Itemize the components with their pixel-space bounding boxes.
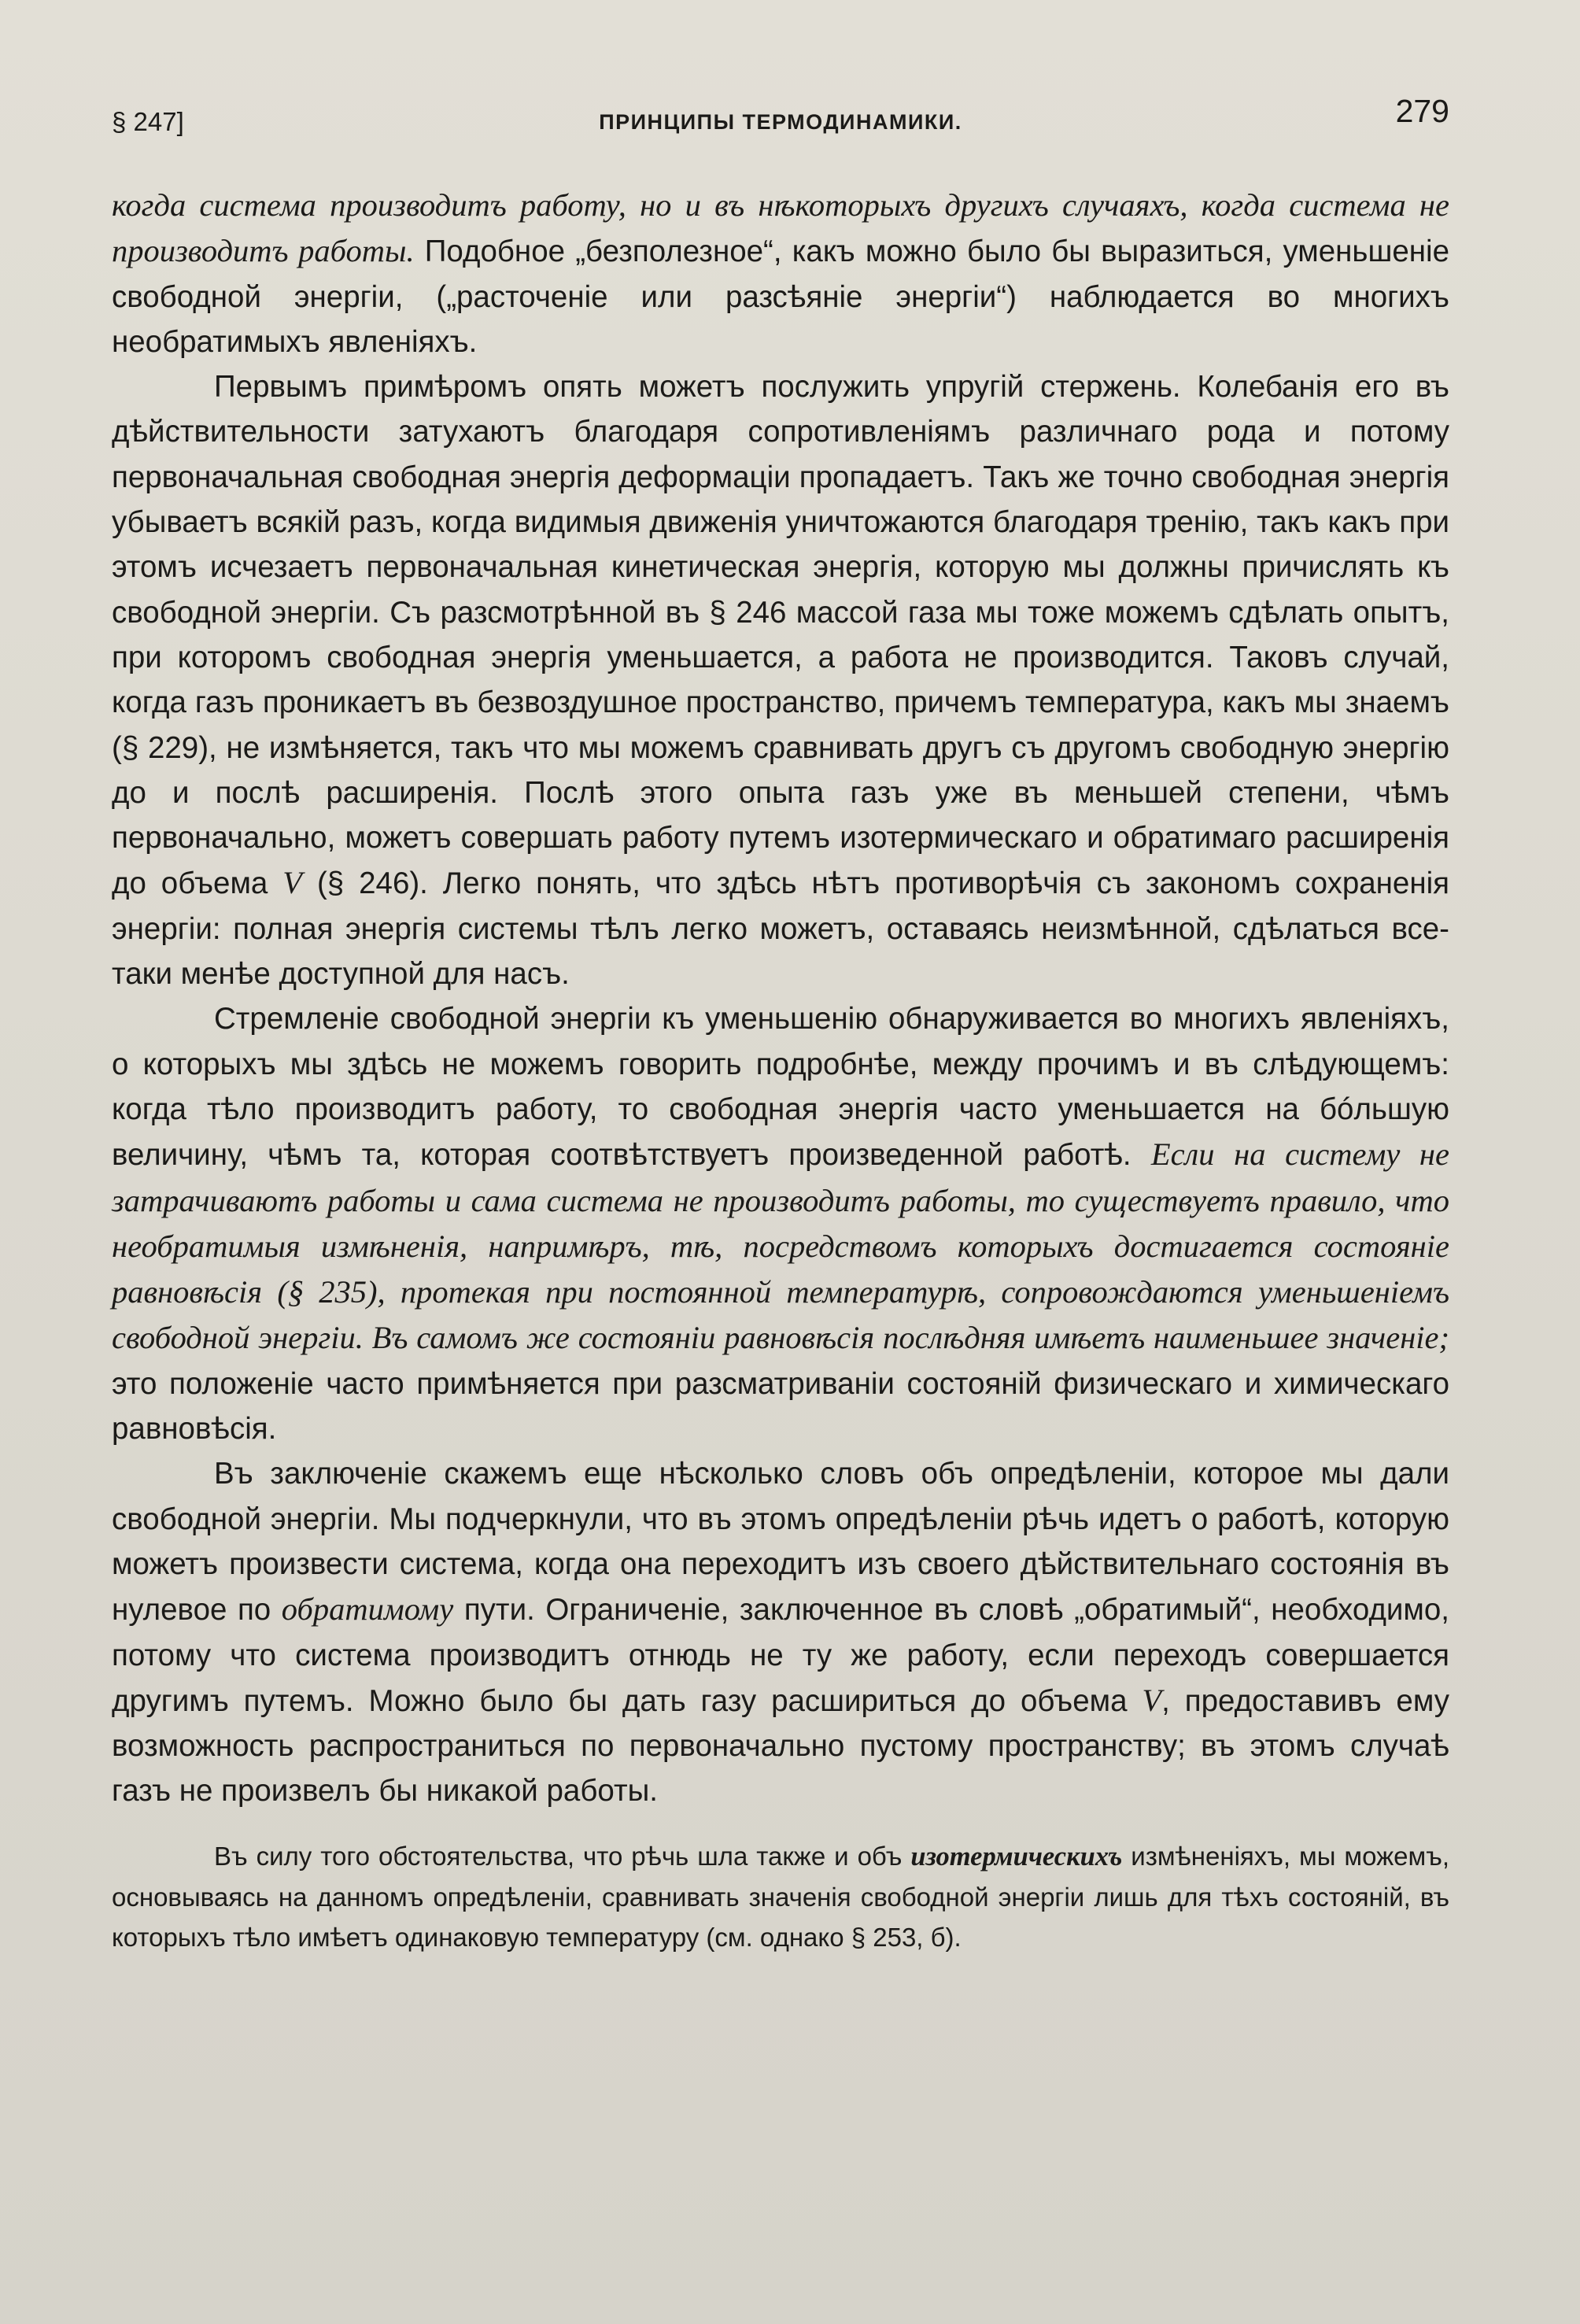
text-run: пути. Ограниченіе, заключенное въ словѣ „обратимый“, необходимо, потому что система производитъ отнюдь не ту же работу, если переходъ совершается другимъ путемъ. Можно было бы дать газу расшириться до объема — [112, 1593, 1449, 1718]
text-run: измѣненіяхъ, мы можемъ, основываясь на данномъ опредѣленіи, сравнивать значенія свободной энергіи лишь для тѣхъ состояній, въ которыхъ тѣло имѣетъ одинаковую температуру (см. однако § 253, б). — [112, 1841, 1449, 1952]
page-number: 279 — [1395, 93, 1449, 129]
paragraph-free-energy-decrease — [112, 996, 1449, 1451]
text-run: Подобное „безполезное“, какъ можно было бы выразиться, уменьшеніе свободной энергіи, („расточеніе или разсѣяніе энергіи“) наблюдается во многихъ необратимыхъ явленіяхъ. — [112, 235, 1449, 359]
emphasized-text: изотермическихъ — [910, 1841, 1123, 1871]
paragraph-conclusion — [112, 1451, 1449, 1813]
text-run: это положеніе часто примѣняется при разсматриваніи состояній физическаго и химическаго равновѣсія. — [112, 1366, 1449, 1446]
text-run: Стремленіе свободной энергіи къ уменьшенію обнаруживается во многихъ явленіяхъ, о которыхъ мы здѣсь не можемъ говорить подробнѣе, между прочимъ и въ слѣдующемъ: когда тѣло производитъ работу, то свободная энергія часто уменьшается на бóльшую величину, чѣмъ та, которая соотвѣтствуетъ произведенной работѣ. — [112, 1002, 1449, 1173]
text-run: Въ силу того обстоятельства, что рѣчь шла также и объ — [214, 1841, 911, 1871]
paragraph-continuation — [112, 183, 1449, 364]
text-run: Первымъ примѣромъ опять можетъ послужить упругій стержень. Колебанія его въ дѣйствительности затухаютъ благодаря сопротивленіямъ различнаго рода и потому первоначальная свободная энергія деформаціи пропадаетъ. Такъ же точно свободная энергія убываетъ всякій разъ, когда видимыя движенія уничтожаются благодаря тренію, такъ какъ при этомъ исчезаетъ первоначальная кинетическая энергія, которую мы должны причислять къ свободной энергіи. Съ разсмотрѣнной въ § 246 массой газа мы тоже можемъ сдѣлать опытъ, при которомъ свободная энергія уменьшается, а работа не производится. Таковъ случай, когда газъ проникаетъ въ безвоздушное пространство, причемъ температура, какъ мы знаемъ (§ 229), не измѣняется, такъ что мы можемъ сравнивать другъ съ другомъ свободную энергію до и послѣ расширенія. Послѣ этого опыта газъ уже въ меньшей степени, чѣмъ первоначально, можетъ совершать работу путемъ изотермическаго и обратимаго расширенія до объема — [112, 370, 1449, 901]
body-text — [112, 183, 1449, 1957]
section-reference: § 247] — [112, 107, 184, 136]
paragraph-elastic-rod-example — [112, 364, 1449, 996]
footnote — [112, 1836, 1449, 1957]
running-head — [112, 93, 1449, 140]
text-run: Въ заключеніе скажемъ еще нѣсколько словъ объ опредѣленіи, которое мы дали свободной энергіи. Мы подчеркнули, что въ этомъ опредѣленіи рѣчь идетъ о работѣ, которую можетъ произвести система, когда она переходитъ изъ своего дѣйствительнаго состоянія въ нулевое по — [112, 1457, 1449, 1628]
emphasized-text: Если на систему не затрачиваютъ работы и сама система не производитъ работы, то существуетъ правило, что необратимыя измѣненія, напримѣръ, тѣ, посредствомъ которыхъ достигается состояніе равновѣсія (§ 235), протекая при постоянной температурѣ, сопровождаются уменьшеніемъ свободной энергіи. Въ самомъ же состояніи равновѣсія послѣдняя имѣетъ наименьшее значеніе; — [112, 1136, 1450, 1356]
text-run: (§ 246). Легко понять, что здѣсь нѣтъ противорѣчія съ закономъ сохраненія энергіи: полная энергія системы тѣлъ легко можетъ, оставаясь неизмѣнной, сдѣлаться все-таки менѣе доступной для насъ. — [112, 866, 1449, 992]
emphasized-text: когда система производитъ работу, но и въ нѣкоторыхъ другихъ случаяхъ, когда система не производитъ работы. — [112, 187, 1449, 269]
emphasized-text: V — [1142, 1682, 1162, 1718]
text-run: , предоставивъ ему возможность распространиться по первоначально пустому пространству; въ этомъ случаѣ газъ не произвелъ бы никакой работы. — [112, 1683, 1449, 1809]
running-title: ПРИНЦИПЫ ТЕРМОДИНАМИКИ. — [599, 110, 962, 134]
emphasized-text: V — [282, 865, 303, 901]
emphasized-text: обратимому — [281, 1591, 454, 1628]
